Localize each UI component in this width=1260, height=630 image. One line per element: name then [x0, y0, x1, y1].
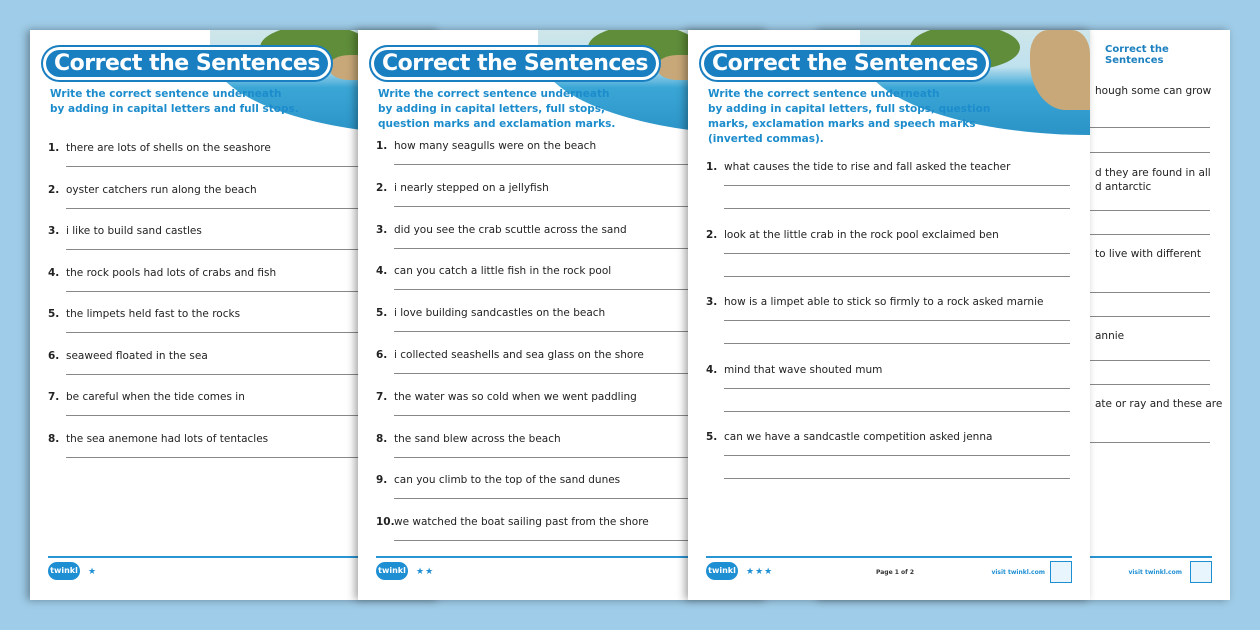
item-text: how many seagulls were on the beach: [394, 140, 597, 152]
sentence-fragment: d antarctic: [1095, 181, 1152, 193]
item-text: oyster catchers run along the beach: [66, 183, 257, 196]
item-text: can we have a sandcastle competition asked jenna: [724, 431, 993, 443]
item-text: the sand blew across the beach: [394, 432, 561, 445]
sentence-item: [706, 229, 999, 241]
item-text: look at the little crab in the rock pool exclaimed ben: [724, 228, 999, 241]
answer-line[interactable]: [66, 166, 366, 167]
item-number: 10.: [376, 516, 395, 529]
answer-line[interactable]: [394, 457, 694, 458]
sentence-item: [376, 433, 561, 445]
sentence-item: [376, 140, 596, 152]
sentence-item: [376, 307, 605, 319]
item-number: 6.: [48, 349, 60, 362]
item-number: 1.: [48, 142, 60, 154]
worksheet-page-3: [688, 30, 1090, 600]
item-text: the limpets held fast to the rocks: [66, 308, 241, 320]
sentence-fragment: annie: [1095, 330, 1125, 342]
sentence-item: [48, 433, 268, 445]
sentence-fragment: d they are found in all: [1095, 167, 1211, 179]
sentence-item: [376, 391, 637, 403]
item-text: the rock pools had lots of crabs and fish: [66, 266, 277, 279]
sentence-item: [706, 431, 992, 443]
sentence-item: [376, 474, 620, 486]
website-link[interactable]: visit twinkl.com: [991, 569, 1045, 576]
page-header: Correct the Sentences: [1105, 44, 1169, 66]
answer-line: [1090, 234, 1210, 235]
answer-line[interactable]: [394, 415, 694, 416]
twinkl-logo: twinkl: [48, 562, 80, 580]
item-number: 2.: [706, 228, 718, 241]
answer-line[interactable]: [724, 253, 1070, 254]
sentence-item: [376, 182, 549, 194]
answer-line[interactable]: [66, 291, 366, 292]
answer-line[interactable]: [394, 289, 694, 290]
item-number: 7.: [48, 391, 60, 403]
sentence-item: [706, 296, 1043, 308]
item-text: how is a limpet able to stick so firmly to a rock asked marnie: [724, 296, 1044, 308]
answer-line[interactable]: [66, 332, 366, 333]
answer-line[interactable]: [66, 415, 366, 416]
answer-line[interactable]: [394, 206, 694, 207]
answer-line[interactable]: [394, 373, 694, 374]
item-number: 2.: [376, 181, 388, 194]
page-number: Page 1 of 2: [876, 569, 914, 576]
item-text: i collected seashells and sea glass on the shore: [394, 349, 644, 361]
sentence-item: [48, 267, 276, 279]
worksheet-title: Correct the Sentences: [374, 50, 656, 77]
instructions: Write the correct sentence underneath by adding in capital letters and full stops.: [50, 88, 299, 115]
item-text: can you catch a little fish in the rock pool: [394, 265, 612, 278]
answer-line[interactable]: [724, 208, 1070, 209]
item-number: 8.: [48, 432, 60, 445]
item-number: 4.: [376, 265, 388, 278]
answer-line[interactable]: [724, 343, 1070, 344]
answer-line[interactable]: [724, 276, 1070, 277]
item-text: can you climb to the top of the sand dunes: [394, 474, 621, 487]
item-number: 3.: [706, 296, 718, 308]
answer-line[interactable]: [66, 208, 366, 209]
sentence-item: [48, 308, 240, 320]
item-number: 6.: [376, 349, 388, 361]
item-text: be careful when the tide comes in: [66, 391, 245, 403]
sentence-item: [706, 161, 1010, 173]
answer-line[interactable]: [394, 540, 694, 541]
footer-rule: [706, 556, 1072, 558]
sentence-fragment: to live with different: [1095, 248, 1201, 260]
item-text: mind that wave shouted mum: [724, 363, 883, 376]
item-number: 9.: [376, 474, 388, 487]
sentence-fragment: hough some can grow: [1095, 85, 1212, 97]
website-link[interactable]: visit twinkl.com: [1128, 569, 1182, 576]
item-text: we watched the boat sailing past from the shore: [394, 516, 649, 529]
answer-line[interactable]: [394, 164, 694, 165]
answer-line: [1090, 210, 1210, 211]
difficulty-stars-icon: ★★: [416, 567, 435, 577]
answer-line[interactable]: [394, 331, 694, 332]
sentence-item: [376, 265, 611, 277]
answer-line[interactable]: [724, 455, 1070, 456]
answer-line: [1090, 442, 1210, 443]
answer-line[interactable]: [724, 320, 1070, 321]
instructions: Write the correct sentence underneath by adding in capital letters, full stops, question marks, exclamation marks and speech marks (inverted commas).: [708, 88, 991, 145]
sentence-fragment: ate or ray and these are: [1095, 398, 1223, 410]
item-text: what causes the tide to rise and fall asked the teacher: [724, 161, 1011, 173]
item-text: the water was so cold when we went paddling: [394, 390, 637, 403]
item-text: i nearly stepped on a jellyfish: [394, 181, 549, 194]
item-text: i love building sandcastles on the beach: [394, 307, 606, 320]
answer-line[interactable]: [394, 498, 694, 499]
answer-line: [1090, 316, 1210, 317]
sentence-item: [48, 184, 257, 196]
item-number: 8.: [376, 432, 388, 445]
item-number: 3.: [48, 225, 60, 237]
item-number: 5.: [706, 431, 718, 443]
answer-line[interactable]: [724, 388, 1070, 389]
sentence-item: [48, 391, 245, 403]
item-number: 2.: [48, 183, 60, 196]
answer-line: [1090, 384, 1210, 385]
answer-line[interactable]: [66, 374, 366, 375]
answer-line: [1090, 152, 1210, 153]
answer-line[interactable]: [66, 249, 366, 250]
answer-line[interactable]: [724, 478, 1070, 479]
sentence-item: [376, 516, 649, 528]
sentence-item: [706, 364, 882, 376]
answer-line[interactable]: [724, 185, 1070, 186]
item-number: 5.: [376, 307, 388, 320]
item-text: the sea anemone had lots of tentacles: [66, 432, 269, 445]
instructions: Write the correct sentence underneath by adding in capital letters, full stops, question marks and exclamation marks.: [378, 88, 616, 130]
sentence-item: [376, 349, 644, 361]
answer-line: [1090, 360, 1210, 361]
worksheet-title: Correct the Sentences: [46, 50, 328, 77]
twinkl-logo: twinkl: [376, 562, 408, 580]
sentence-item: [48, 350, 208, 362]
item-text: did you see the crab scuttle across the sand: [394, 223, 627, 236]
worksheet-title: Correct the Sentences: [704, 50, 986, 77]
answer-line[interactable]: [394, 248, 694, 249]
quality-badge-icon: [1190, 561, 1212, 583]
answer-line[interactable]: [724, 411, 1070, 412]
answer-line[interactable]: [66, 457, 366, 458]
quality-badge-icon: [1050, 561, 1072, 583]
item-number: 7.: [376, 390, 388, 403]
item-number: 1.: [706, 161, 718, 173]
item-number: 5.: [48, 308, 60, 320]
sentence-item: [376, 224, 627, 236]
item-number: 4.: [706, 363, 718, 376]
item-text: seaweed floated in the sea: [66, 349, 208, 362]
difficulty-stars-icon: ★★★: [746, 567, 774, 577]
sentence-item: [48, 225, 202, 237]
item-text: there are lots of shells on the seashore: [66, 142, 271, 154]
item-number: 1.: [376, 140, 388, 152]
answer-line: [1090, 127, 1210, 128]
item-number: 4.: [48, 266, 60, 279]
twinkl-logo: twinkl: [706, 562, 738, 580]
item-text: i like to build sand castles: [66, 225, 202, 237]
answer-line: [1090, 292, 1210, 293]
item-number: 3.: [376, 223, 388, 236]
sentence-item: [48, 142, 271, 154]
difficulty-stars-icon: ★: [88, 567, 98, 577]
